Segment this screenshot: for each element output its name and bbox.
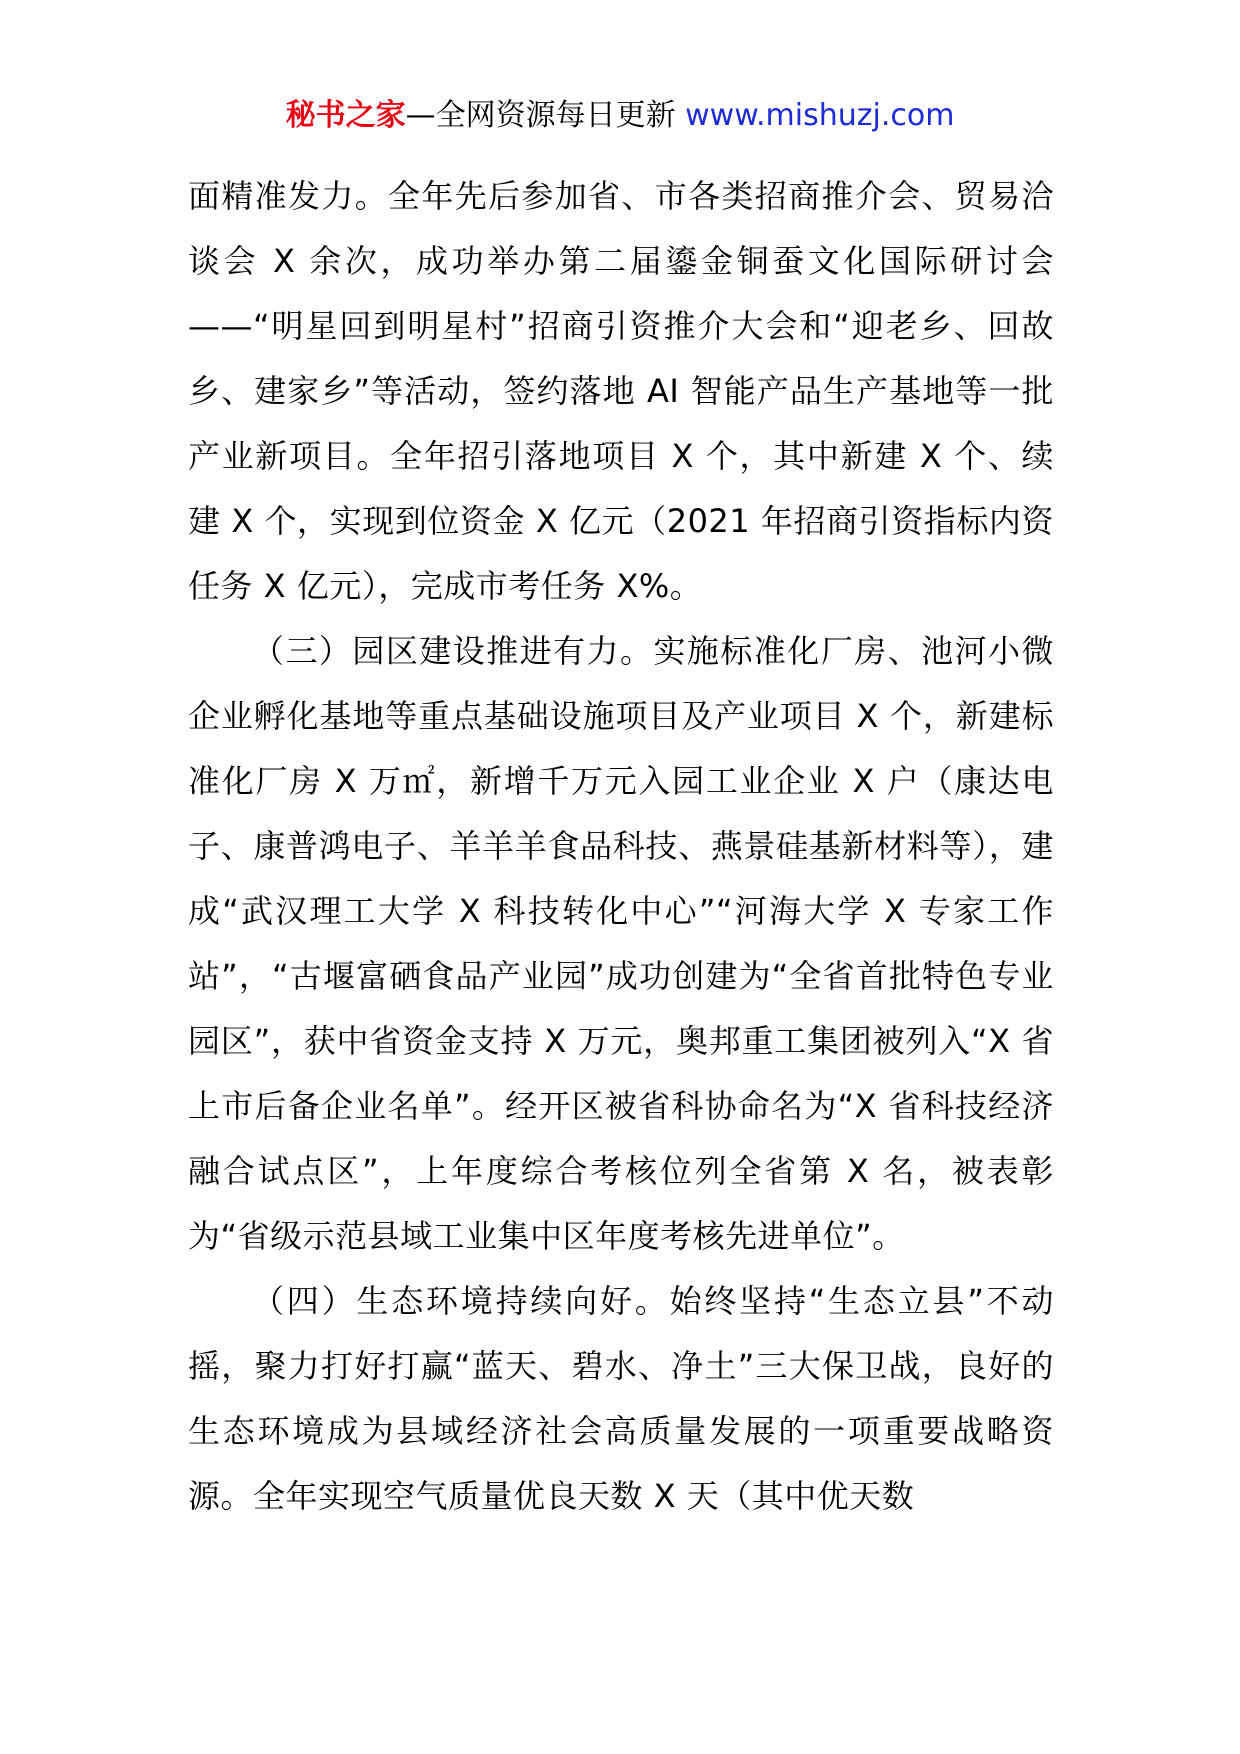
document-body — [188, 164, 1054, 1529]
paragraph-ecology: （四）生态环境持续向好。始终坚持“生态立县”不动摇，聚力打好打赢“蓝天、碧水、净土”三大保卫战，良好的生态环境成为县域经济社会高质量发展的一项重要战略资源。全年实现空气质量优良天数 X 天（其中优天数 — [188, 1282, 1054, 1515]
header-slogan: —全网资源每日更新 — [405, 98, 686, 133]
page-header — [0, 96, 1240, 136]
site-url-link[interactable]: www.mishuzj.com — [685, 98, 955, 133]
brand-name: 秘书之家 — [285, 98, 406, 133]
paragraph-investment: 面精准发力。全年先后参加省、市各类招商推介会、贸易洽谈会 X 余次，成功举办第二届鎏金铜蚕文化国际研讨会——“明星回到明星村”招商引资推介大会和“迎老乡、回故乡、建家乡”等活动，签约落地 AI 智能产品生产基地等一批产业新项目。全年招引落地项目 X 个，其中新建 X 个、续建 X 个，实现到位资金 X 亿元（2021 年招商引资指标内资任务 X 亿元），完成市考任务 X%。 — [188, 177, 1054, 605]
paragraph-park-construction: （三）园区建设推进有力。实施标准化厂房、池河小微企业孵化基地等重点基础设施项目及产业项目 X 个，新建标准化厂房 X 万㎡，新增千万元入园工业企业 X 户（康达电子、康普鸿电子、羊羊羊食品科技、燕景硅基新材料等），建成“武汉理工大学 X 科技转化中心”“河海大学 X 专家工作站”，“古堰富硒食品产业园”成功创建为“全省首批特色专业园区”，获中省资金支持 X 万元，奥邦重工集团被列入“X 省上市后备企业名单”。经开区被省科协命名为“X 省科技经济融合试点区”，上年度综合考核位列全省第 X 名，被表彰为“省级示范县域工业集中区年度考核先进单位”。 — [188, 632, 1054, 1255]
